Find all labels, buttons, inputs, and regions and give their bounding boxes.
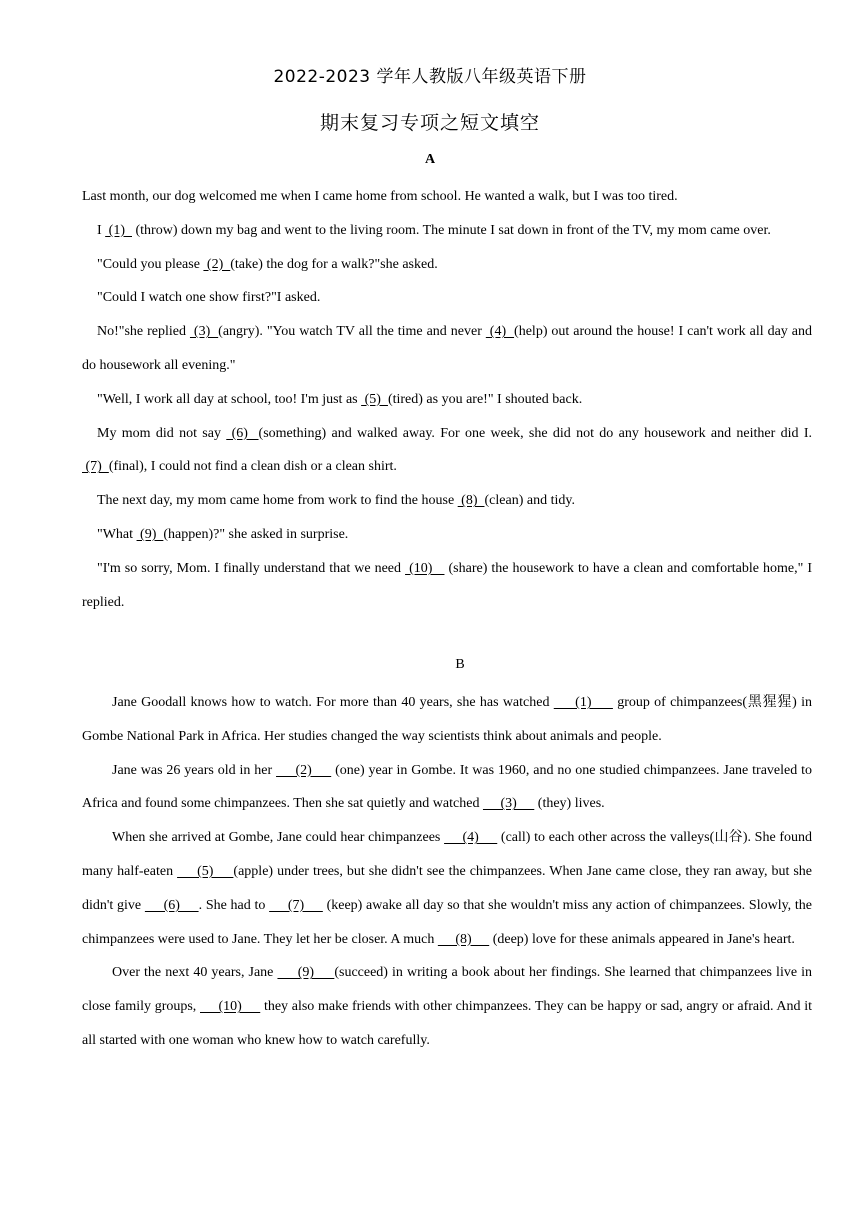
blank-1: (1) — [553, 695, 613, 710]
paragraph: Over the next 40 years, Jane (9) (succeed) in writing a book about her findings. She learned that chimpanzees live in close family groups, (10) they also make friends with other chimpanzees. They can be happy or sad, angry or afraid. And it all started with one woman who knew how to watch carefully. — [82, 965, 812, 1048]
paragraph: "What (9) (happen)?" she asked in surprise. — [97, 526, 349, 542]
blank-1: (1) — [105, 222, 132, 238]
blank-2: (2) — [276, 762, 332, 778]
blank-4: (4) — [485, 324, 515, 340]
blank-8: (8) — [437, 931, 490, 947]
blank-8: (8) — [457, 493, 485, 509]
blank-10: (10) — [200, 999, 261, 1015]
paragraph: No!"she replied (3) (angry). "You watch TV all the time and never (4) (help) out around the house! I can't work all day and do housework all evening." — [82, 324, 812, 373]
paragraph: "I'm so sorry, Mom. I finally understand that we need (10) (share) the housework to have a clean and comfortable home," I replied. — [82, 560, 813, 610]
document-title: 2022-2023 学年人教版八年级英语下册 — [273, 67, 587, 87]
paragraph: When she arrived at Gombe, Jane could hear chimpanzees (4) (call) to each other across the valleys(山谷). She found many half-eaten (5) (apple) under trees, but she didn't see the chimpanzees. When Jane came close, they ran away, but she didn't give (6) . She had to (7) (keep) awake all day so that she wouldn't miss any action of chimpanzees. Slowly, the chimpanzees were used to Jane. They let her be closer. A much (8) (deep) love for these animals appeared in Jane's heart. — [82, 830, 813, 947]
paragraph: My mom did not say (6) (something) and walked away. For one week, she did not do any housework and neither did I. (7) (final), I could not find a clean dish or a clean shirt. — [82, 425, 812, 475]
section-a-heading: A — [424, 152, 436, 167]
document-subtitle: 期末复习专项之短文填空 — [319, 112, 540, 134]
blank-2: (2) — [203, 256, 231, 272]
blank-9: (9) — [277, 965, 335, 981]
paragraph: The next day, my mom came home from work to find the house (8) (clean) and tidy. — [97, 493, 575, 509]
blank-9: (9) — [136, 526, 164, 542]
blank-3: (3) — [482, 796, 535, 812]
section-a-passage — [82, 180, 812, 619]
paragraph: "Could I watch one show first?"I asked. — [97, 290, 321, 306]
section-b-heading: B — [455, 657, 465, 672]
paragraph: Last month, our dog welcomed me when I came home from school. He wanted a walk, but I was too tired. — [82, 189, 678, 204]
blank-5: (5) — [177, 863, 234, 879]
section-b-passage — [82, 686, 812, 1058]
blank-3: (3) — [189, 324, 219, 340]
blank-5: (5) — [361, 391, 388, 407]
paragraph: "Well, I work all day at school, too! I'm just as (5) (tired) as you are!" I shouted back. — [97, 391, 583, 407]
paragraph: I (1) (throw) down my bag and went to the living room. The minute I sat down in front of the TV, my mom came over. — [97, 222, 771, 238]
blank-6: (6) — [226, 425, 259, 441]
paragraph: Jane was 26 years old in her (2) (one) year in Gombe. It was 1960, and no one studied chimpanzees. Jane traveled to Africa and found some chimpanzees. Then she sat quietly and watched (3) (they) lives. — [82, 762, 812, 812]
blank-10: (10) — [405, 560, 445, 576]
paragraph: Jane Goodall knows how to watch. For more than 40 years, she has watched (1) group of chimpanzees(黑猩猩) in Gombe National Park in Africa. Her studies changed the way scientists think about animals and people. — [82, 695, 812, 744]
blank-7: (7) — [269, 897, 323, 913]
blank-6: (6) — [144, 897, 199, 913]
blank-4: (4) — [444, 830, 498, 846]
paragraph: "Could you please (2) (take) the dog for a walk?"she asked. — [97, 256, 438, 272]
blank-7: (7) — [82, 459, 109, 475]
